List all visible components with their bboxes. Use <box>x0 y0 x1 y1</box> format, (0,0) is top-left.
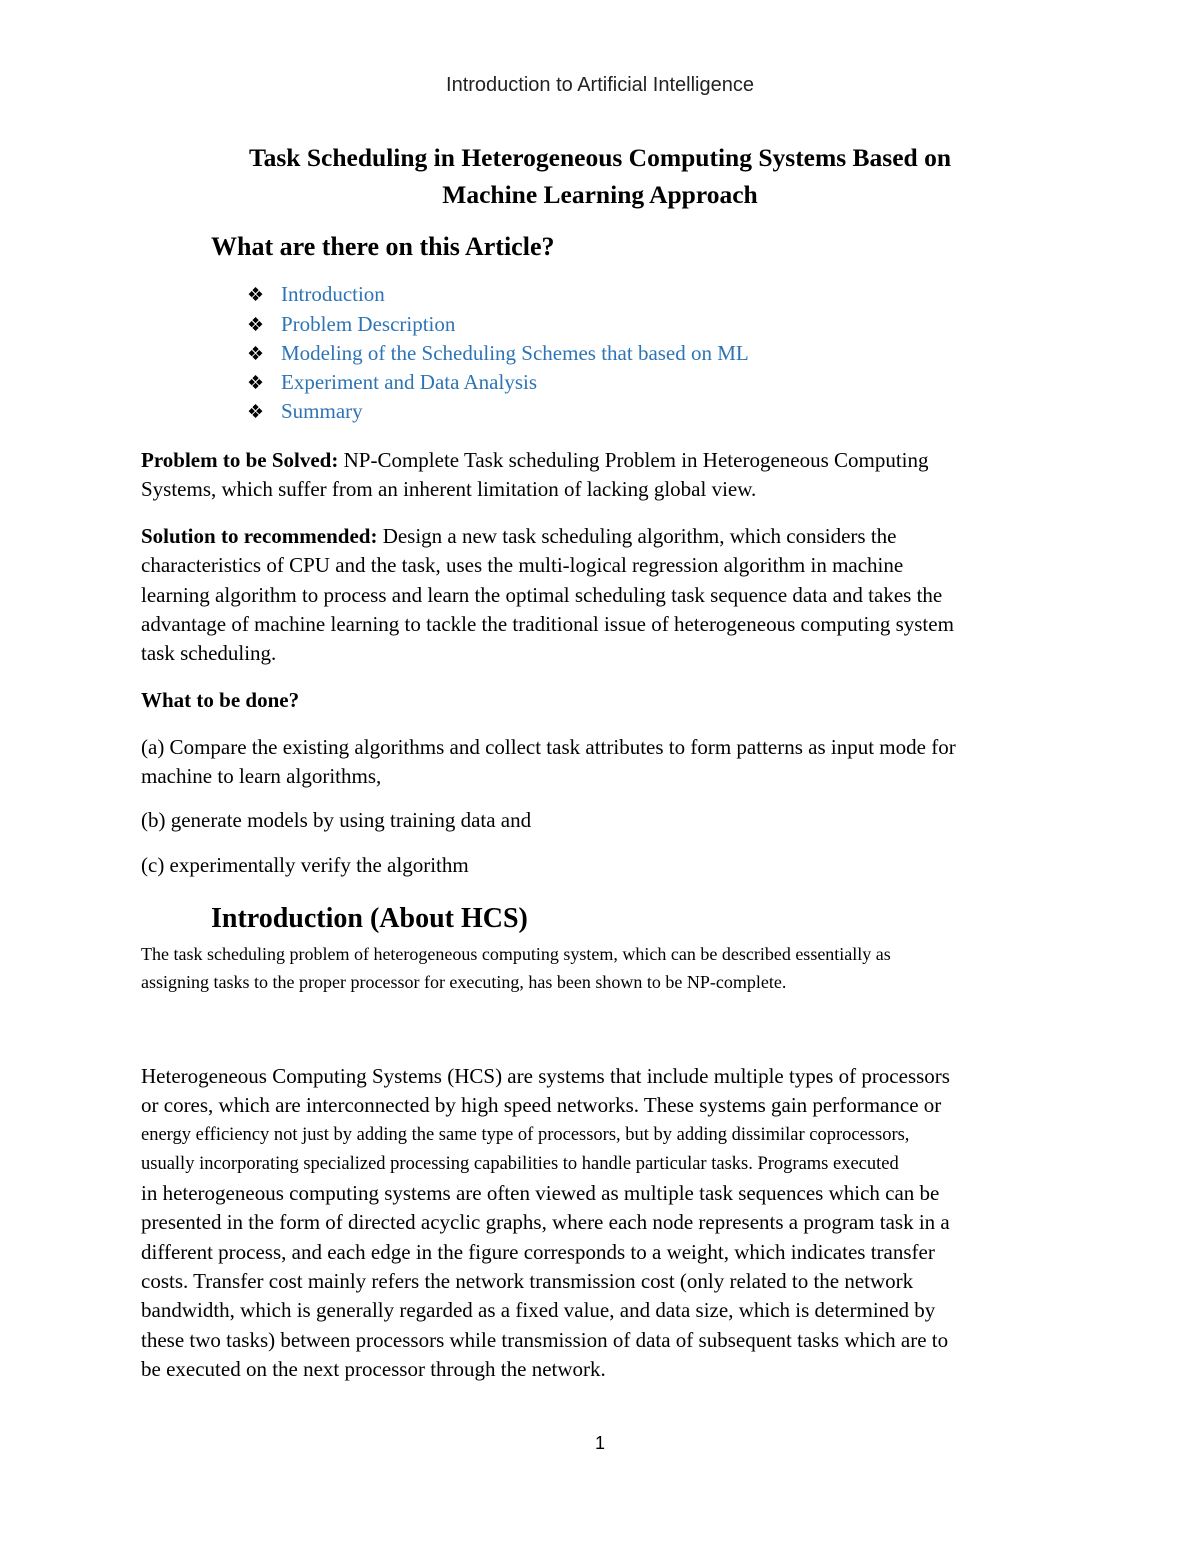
toc-item-introduction[interactable] <box>247 282 385 307</box>
toc-item-modeling[interactable] <box>247 341 749 366</box>
diamond-bullet-icon: ❖ <box>247 315 265 336</box>
toc-heading: What are there on this Article? <box>211 232 555 261</box>
toc-link[interactable]: Modeling of the Scheduling Schemes that based on ML <box>281 341 749 365</box>
toc-link[interactable]: Experiment and Data Analysis <box>281 370 538 394</box>
toc-item-summary[interactable] <box>247 399 363 424</box>
toc-link[interactable]: Problem Description <box>281 312 456 336</box>
intro-heading: Introduction (About HCS) <box>211 903 528 934</box>
document-title-line-1: Task Scheduling in Heterogeneous Computing Systems Based on <box>248 143 952 172</box>
diamond-bullet-icon: ❖ <box>247 373 265 394</box>
todo-item-b: (b) generate models by using training data and <box>141 808 532 832</box>
toc-item-experiment[interactable] <box>247 370 537 395</box>
diamond-bullet-icon: ❖ <box>247 344 265 365</box>
page-number: 1 <box>594 1433 605 1453</box>
toc-link[interactable]: Introduction <box>281 282 385 306</box>
diamond-bullet-icon: ❖ <box>247 285 265 306</box>
toc-link[interactable]: Summary <box>281 399 363 423</box>
todo-item-a: (a) Compare the existing algorithms and collect task attributes to form patterns as input mode for machine to learn algorithms, <box>141 735 956 789</box>
solution-paragraph: Solution to recommended: Design a new task scheduling algorithm, which considers the characteristics of CPU and the task, uses the multi-logical regression algorithm in machine learning algorithm to process and learn the optimal scheduling task sequence data and takes the advantage of machine learning to tackle the traditional issue of heterogeneous computing system task scheduling. <box>141 524 954 666</box>
intro-paragraph-2: Heterogeneous Computing Systems (HCS) are systems that include multiple types of processors or cores, which are interconnected by high speed networks. These systems gain performance or energy efficiency not just by adding the same type of processors, but by adding dissimilar coprocessors, usually incorporating specialized processing capabilities to handle particular tasks. Programs executed in heterogeneous computing systems are often viewed as multiple task sequences which can be presented in the form of directed acyclic graphs, where each node represents a program task in a different process, and each edge in the figure corresponds to a weight, which indicates transfer costs. Transfer cost mainly refers the network transmission cost (only related to the network bandwidth, which is generally regarded as a fixed value, and data size, which is determined by these two tasks) between processors while transmission of data of subsequent tasks which are to be executed on the next processor through the network. <box>141 1064 950 1381</box>
intro-paragraph-1: The task scheduling problem of heterogeneous computing system, which can be described essentially as assigning tasks to the proper processor for executing, has been shown to be NP-complete. <box>141 944 891 992</box>
problem-paragraph: Problem to be Solved: NP-Complete Task scheduling Problem in Heterogeneous Computing Systems, which suffer from an inherent limitation of lacking global view. <box>141 448 929 502</box>
todo-item-c: (c) experimentally verify the algorithm <box>141 853 469 877</box>
solution-label: Solution to recommended: <box>141 524 378 548</box>
document-title-line-2: Machine Learning Approach <box>442 180 758 209</box>
page-header: Introduction to Artificial Intelligence <box>446 74 754 96</box>
problem-label: Problem to be Solved: <box>141 448 339 472</box>
toc-item-problem-description[interactable] <box>247 312 455 337</box>
diamond-bullet-icon: ❖ <box>247 402 265 423</box>
todo-heading: What to be done? <box>141 688 300 712</box>
